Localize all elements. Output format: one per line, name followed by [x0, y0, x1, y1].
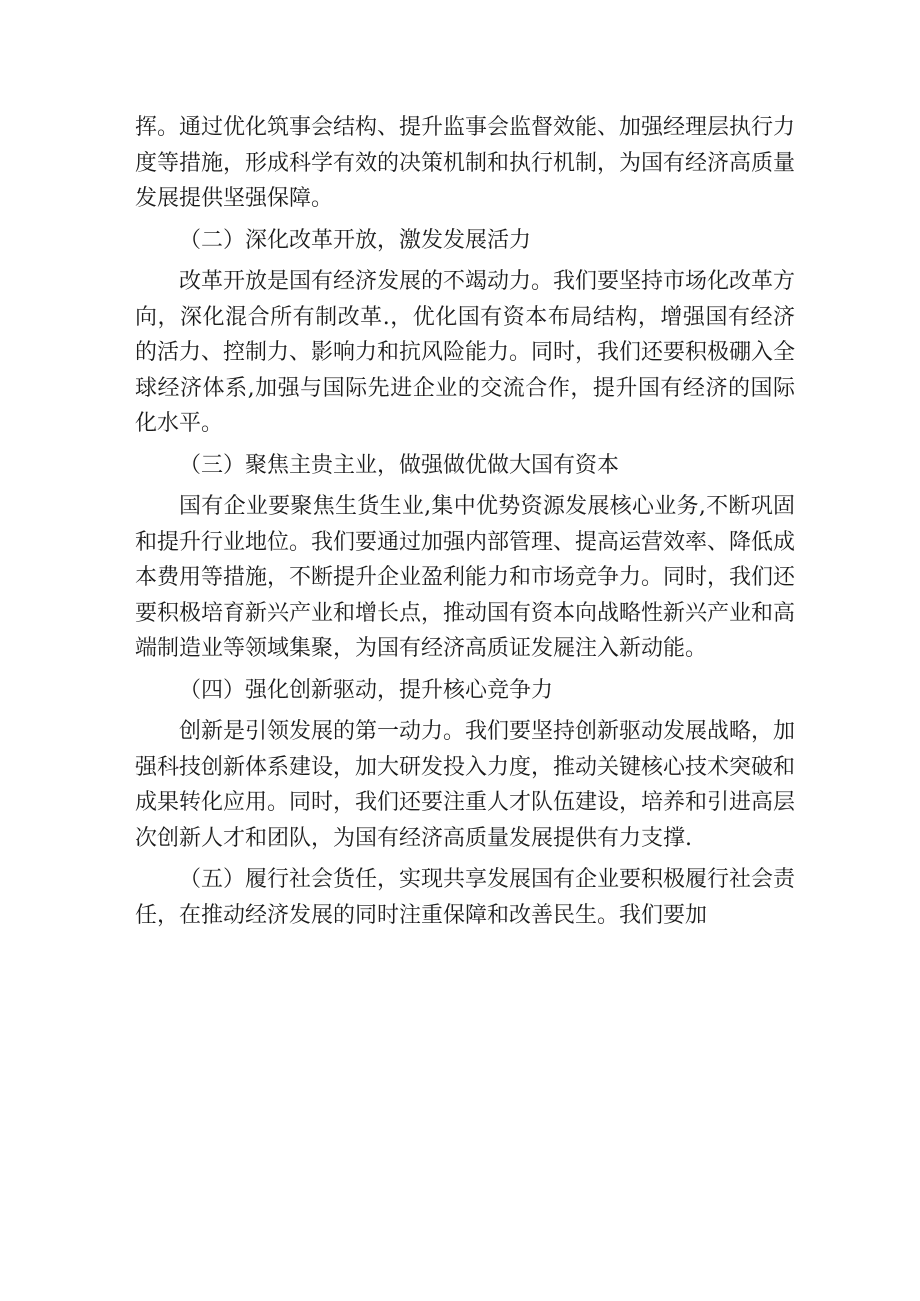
- paragraph-innovation: 创新是引领发展的第一动力。我们要坚持创新驱动发展战略，加强科技创新体系建设，加大研发投入力度，推动关键核心技术突破和成果转化应用。同时，我们还要注重人才队伍建设，培养和引进高层次创新人才和团队，为国有经济高质量发展提供有力支撑.: [135, 719, 796, 851]
- paragraph-social-responsibility: （五）履行社会货任，实现共享发展国有企业要积极履行社会责任，在推动经济发展的同时注重保障和改善民生。我们要加: [135, 867, 796, 928]
- section-heading-4: （四）强化创新驱动，提升核心竞争力: [179, 677, 554, 703]
- paragraph-continuation: 挥。通过优化筑事会结构、提升监事会监督效能、加强经理层执行力度等措施，形成科学有效的决策机制和执行机制，为国有经济高质量发展提供坚强保障。: [135, 115, 796, 211]
- section-heading-2: （二）深化改革开放，激发发展活力: [179, 227, 532, 253]
- paragraph-core-business: 国有企业要聚焦生货生业,集中优势资源发展核心业务,不断巩固和提升行业地位。我们要通过加强内部管理、提高运营效率、降低成本费用等措施，不断提升企业盈利能力和市场竞争力。同时，我们还要积极培育新兴产业和增长点，推动国有资本向战略性新兴产业和高端制造业等领域集聚，为国有经济高质证发屣注入新动能。: [135, 494, 796, 661]
- document-page: [135, 110, 795, 939]
- section-heading-3: （三）聚焦主贵主业，做强做优做大国有资本: [179, 452, 620, 478]
- paragraph-reform: 改革开放是国有经济发展的不竭动力。我们要坚持市场化改革方向，深化混合所有制改革.，优化国有资本布局结构，增强国有经济的活力、控制力、影响力和抗风险能力。同时，我们还要积极硼入全球经济体系,加强与国际先进企业的交流合作，提升国有经济的国际化水平。: [135, 269, 796, 436]
